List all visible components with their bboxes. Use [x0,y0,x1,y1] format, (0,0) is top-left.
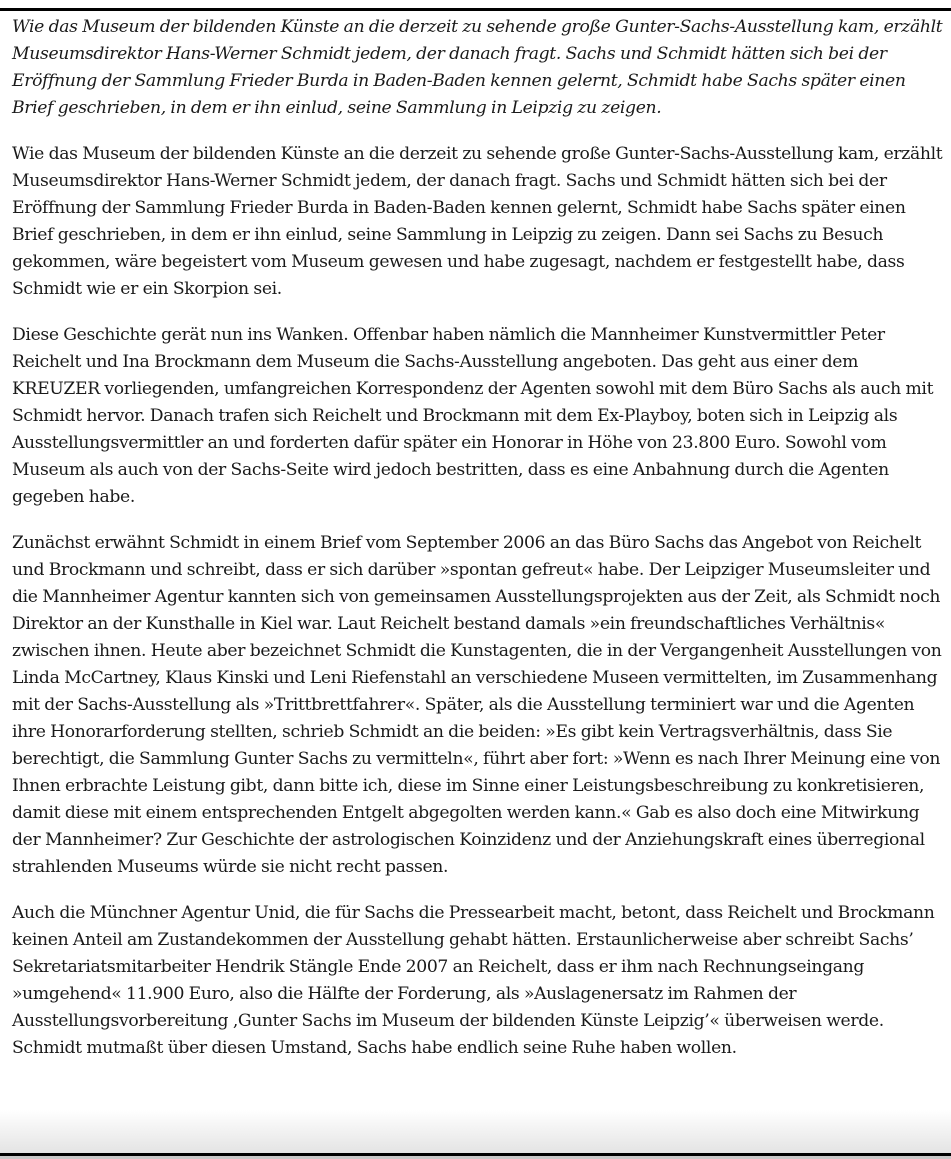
article-paragraph: Auch die Münchner Agentur Unid, die für Sachs die Pressearbeit macht, betont, dass Reichelt und Brockmann keinen Anteil am Zustandekommen der Ausstellung gehabt hätten. Erstaunlicherweise aber schreibt Sachs’ Sekretariatsmitarbeiter Hendrik Stängle Ende 2007 an Reichelt, dass er ihm nach Rechnungseingang »umgehend« 11.900 Euro, also die Hälfte der Forderung, als »Auslagenersatz im Rahmen der Ausstellungsvorbereitung ‚Gunter Sachs im Museum der bildenden Künste Leipzig’« überweisen werde. Schmidt mutmaßt über diesen Umstand, Sachs habe endlich seine Ruhe haben wollen. [12,903,935,1058]
top-divider [0,8,951,11]
bottom-fade-overlay [0,1110,951,1153]
article-paragraph: Zunächst erwähnt Schmidt in einem Brief vom September 2006 an das Büro Sachs das Angebot von Reichelt und Brockmann und schreibt, dass er sich darüber »spontan gefreut« habe. Der Leipziger Museumsleiter und die Mannheimer Agentur kannten sich von gemeinsamen Ausstellungsprojekten aus der Zeit, als Schmidt noch Direktor an der Kunsthalle in Kiel war. Laut Reichelt bestand damals »ein freundschaftliches Verhältnis« zwischen ihnen. Heute aber bezeichnet Schmidt die Kunstagenten, die in der Vergangenheit Ausstellungen von Linda McCartney, Klaus Kinski und Leni Riefenstahl an verschiedene Museen vermittelten, im Zusammenhang mit der Sachs-Ausstellung als »Trittbrettfahrer«. Später, als die Ausstellung terminiert war und die Agenten ihre Honorarforderung stellten, schrieb Schmidt an die beiden: »Es gibt kein Vertragsverhältnis, dass Sie berechtigt, die Sammlung Gunter Sachs zu vermitteln«, führt aber fort: »Wenn es nach Ihrer Meinung eine von Ihnen erbrachte Leistung gibt, dann bitte ich, diese im Sinne einer Leistungsbeschreibung zu konkretisieren, damit diese mit einem entsprechenden Entgelt abgegolten werden kann.« Gab es also doch eine Mitwirkung der Mannheimer? Zur Geschichte der astrologischen Koinzidenz und der Anziehungskraft eines überregional strahlenden Museums würde sie nicht recht passen. [12,533,942,877]
article-lead: Wie das Museum der bildenden Künste an die derzeit zu sehende große Gunter-Sachs-Ausstellung kam, erzählt Museumsdirektor Hans-Werner Schmidt jedem, der danach fragt. Sachs und Schmidt hätten sich bei der Eröffnung der Sammlung Frieder Burda in Baden-Baden kennen gelernt, Schmidt habe Sachs später einen Brief geschrieben, in dem er ihn einlud, seine Sammlung in Leipzig zu zeigen. [12,17,943,118]
article-paragraph: Wie das Museum der bildenden Künste an die derzeit zu sehende große Gunter-Sachs-Ausstellung kam, erzählt Museumsdirektor Hans-Werner Schmidt jedem, der danach fragt. Sachs und Schmidt hätten sich bei der Eröffnung der Sammlung Frieder Burda in Baden-Baden kennen gelernt, Schmidt habe Sachs später einen Brief geschrieben, in dem er ihn einlud, seine Sammlung in Leipzig zu zeigen. Dann sei Sachs zu Besuch gekommen, wäre begeistert vom Museum gewesen und habe zugesagt, nachdem er festgestellt habe, dass Schmidt wie er ein Skorpion sei. [12,144,943,299]
article-paragraph: Diese Geschichte gerät nun ins Wanken. Offenbar haben nämlich die Mannheimer Kunstvermittler Peter Reichelt und Ina Brockmann dem Museum die Sachs-Ausstellung angeboten. Das geht aus einer dem KREUZER vorliegenden, umfangreichen Korrespondenz der Agenten sowohl mit dem Büro Sachs als auch mit Schmidt hervor. Danach trafen sich Reichelt und Brockmann mit dem Ex-Playboy, boten sich in Leipzig als Ausstellungsvermittler an und forderten dafür später ein Honorar in Höhe von 23.800 Euro. Sowohl vom Museum als auch von der Sachs-Seite wird jedoch bestritten, dass es eine Anbahnung durch die Agenten gegeben habe. [12,325,934,507]
article-body [12,14,944,1081]
